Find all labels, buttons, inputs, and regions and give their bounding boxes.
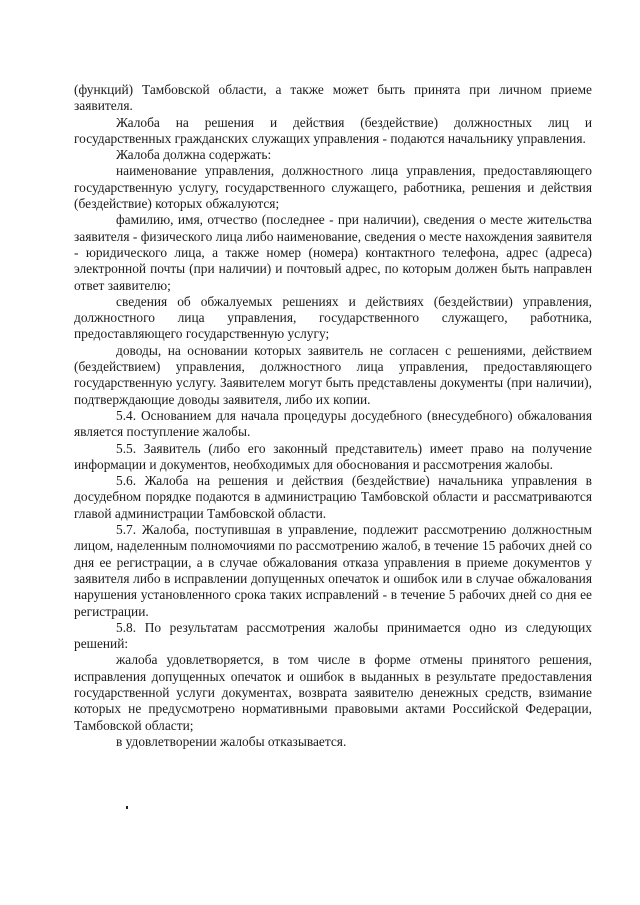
paragraph-5-6: 5.6. Жалоба на решения и действия (бездействие) начальника управления в досудебном порядке подаются в администрацию Тамбовской области и рассматриваются главой администрации Тамбовской области. xyxy=(74,473,592,521)
paragraph-5-4: 5.4. Основанием для начала процедуры досудебного (внесудебного) обжалования является поступление жалобы. xyxy=(74,407,592,440)
paragraph-decision-satisfied: жалоба удовлетворяется, в том числе в форме отмены принятого решения, исправления допущенных опечаток и ошибок в выданных в результате предоставления государственной услуги документах, возврата заявителю денежных средств, взимание которых не предусмотрено нормативными правовыми актами Российской Федерации, Тамбовской области; xyxy=(74,652,592,733)
paragraph-contents-name: наименование управления, должностного лица управления, предоставляющего государственную услугу, государственного служащего, работника, решения и действия (бездействие) которых обжалуются; xyxy=(74,163,592,212)
paragraph-5-8: 5.8. По результатам рассмотрения жалобы принимается одно из следующих решений: xyxy=(74,619,592,652)
paragraph-complaint-submission: Жалоба на решения и действия (бездействие) должностных лиц и государственных гражданских служащих управления - подаются начальнику управления. xyxy=(74,114,592,146)
document-body xyxy=(74,82,592,750)
scan-speck xyxy=(126,806,128,809)
paragraph-complaint-contents-intro: Жалоба должна содержать: xyxy=(116,147,272,163)
paragraph-contents-arguments: доводы, на основании которых заявитель не согласен с решениями, действием (бездействием) управления, должностного лица управления, предоставляющего государственную услугу. Заявителем могут быть представлены документы (при наличии), подтверждающие доводы заявителя, либо их копии. xyxy=(74,342,592,407)
paragraph-decision-refused: в удовлетворении жалобы отказывается. xyxy=(116,733,347,749)
paragraph-contents-decisions: сведения об обжалуемых решениях и действиях (бездействии) управления, должностного лица управления, государственного служащего, работника, предоставляющего государственную услугу; xyxy=(74,293,592,342)
paragraph-contents-applicant: фамилию, имя, отчество (последнее - при наличии), сведения о месте жительства заявителя - физического лица либо наименование, сведения о месте нахождения заявителя - юридического лица, а также номер (номера) контактного телефона, адрес (адреса) электронной почты (при наличии) и почтовый адрес, по которым должен быть направлен ответ заявителю; xyxy=(74,212,592,293)
paragraph-5-7: 5.7. Жалоба, поступившая в управление, подлежит рассмотрению должностным лицом, наделенным полномочиями по рассмотрению жалоб, в течение 15 рабочих дней со дня ее регистрации, а в случае обжалования отказа управления в приеме документов у заявителя либо в исправлении допущенных опечаток и ошибок или в случае обжалования нарушения установленного срока таких исправлений - в течение 5 рабочих дней со дня ее регистрации. xyxy=(74,522,592,619)
paragraph-continuation: (функций) Тамбовской области, а также может быть принята при личном приеме заявителя. xyxy=(74,82,592,114)
paragraph-5-5: 5.5. Заявитель (либо его законный представитель) имеет право на получение информации и документов, необходимых для обоснования и рассмотрения жалобы. xyxy=(74,440,592,472)
